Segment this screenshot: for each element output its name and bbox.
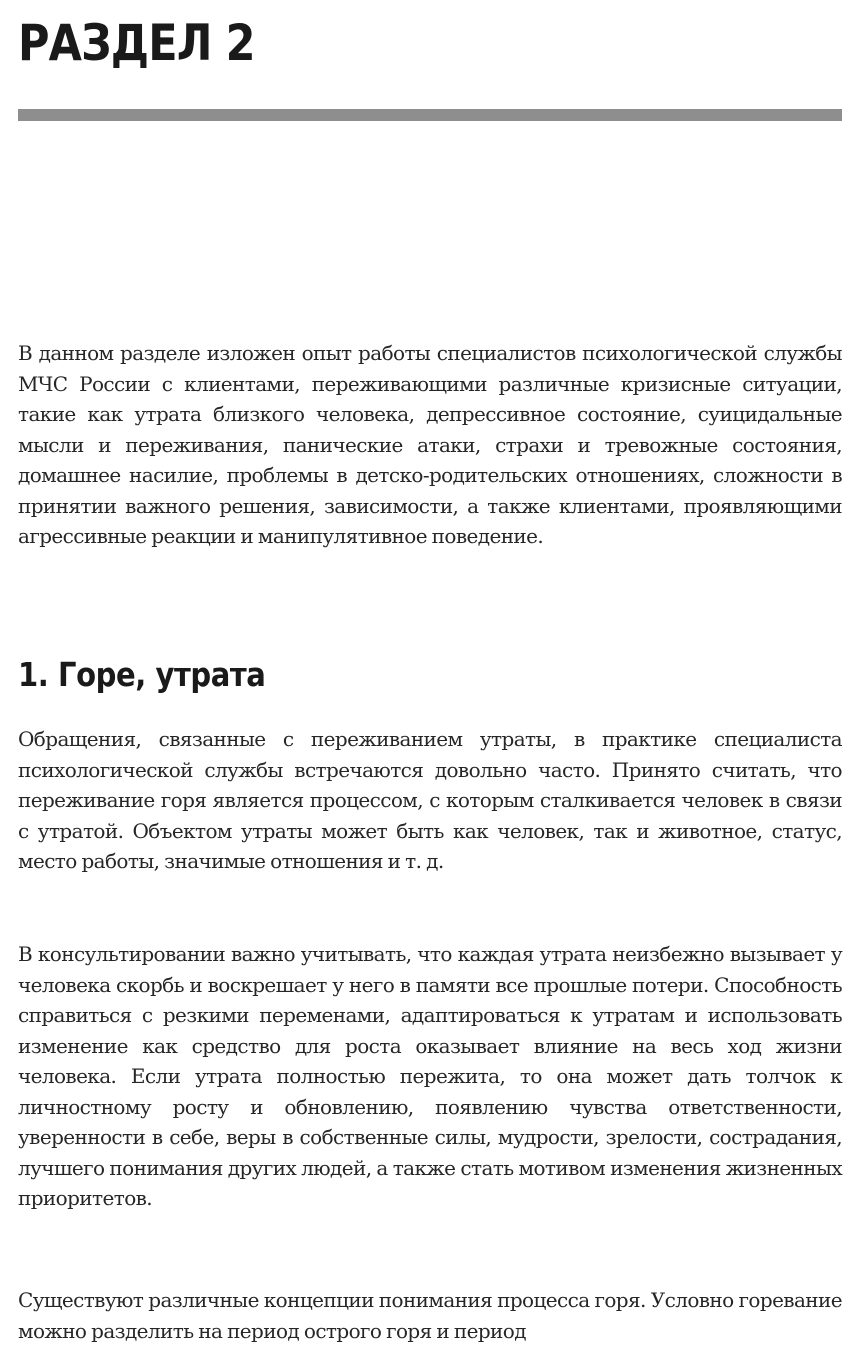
section-title: РАЗДЕЛ 2 <box>18 14 255 72</box>
section-divider <box>18 109 842 121</box>
body-paragraph: В консультировании важно учитывать, что каждая утрата неизбежно вызывает у человека скорбь и воскрешает у него в памяти все прошлые потери. Способность справиться с резкими переменами, адаптироваться к утратам и использовать изменение как средство для роста оказывает влияние на весь ход жизни человека. Если утрата полностью пережита, то она может дать толчок к личностному росту и обновлению, появлению чувства ответственности, уверенности в себе, веры в собственные силы, мудрости, зрелости, сострадания, лучшего понимания других людей, а также стать мотивом изменения жизненных приоритетов. <box>18 942 842 1210</box>
intro-paragraph: В данном разделе изложен опыт работы специалистов психологической службы МЧС России с клиентами, переживающими различные кризисные ситуации, такие как утрата близкого человека, депрессивное состояние, суицидальные мысли и переживания, панические атаки, страхи и тревожные состояния, домашнее насилие, проблемы в детско-родительских отношениях, сложности в принятии важного решения, зависимости, а также клиентами, проявляющими агрессивные реакции и манипулятивное поведение. <box>18 341 842 548</box>
chapter-heading: 1. Горе, утрата <box>18 655 266 694</box>
body-paragraph: Обращения, связанные с переживанием утраты, в практике специалиста психологической службы встречаются довольно часто. Принято считать, что переживание горя является процессом, с которым сталкивается человек в связи с утратой. Объектом утраты может быть как человек, так и животное, статус, место работы, значимые отношения и т. д. <box>18 727 842 873</box>
body-paragraph: Существуют различные концепции понимания процесса горя. Условно горевание можно разделить на период острого горя и период <box>18 1288 842 1343</box>
